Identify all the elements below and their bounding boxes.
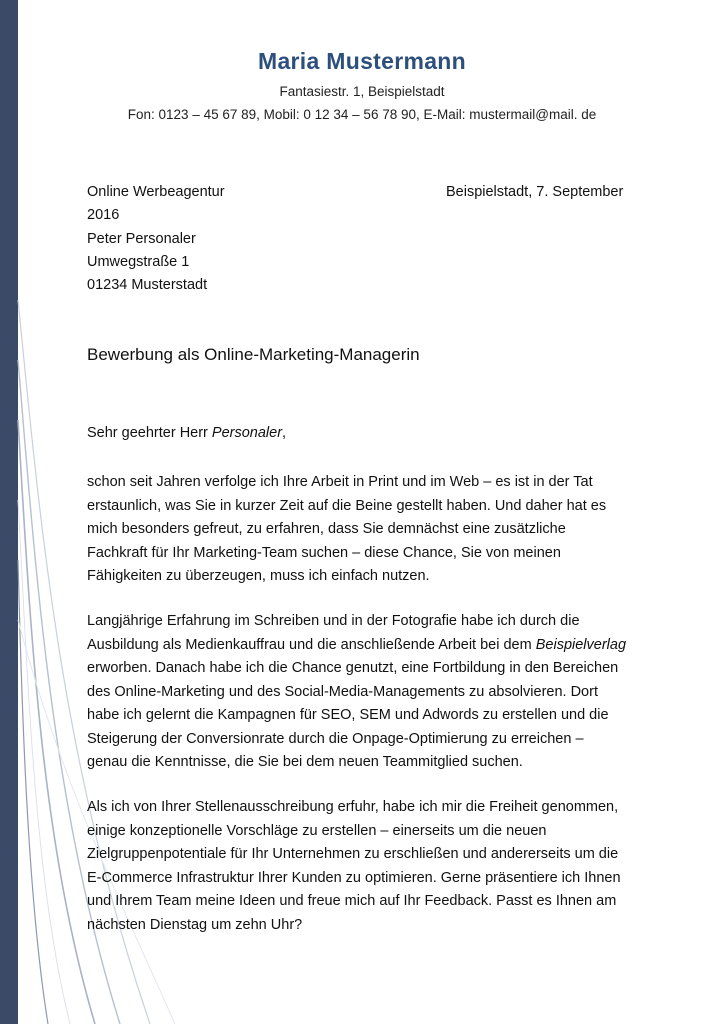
letter-subject: Bewerbung als Online-Marketing-Managerin [87, 345, 420, 364]
salutation-name: Personaler [211, 425, 283, 441]
paragraph-line: Langjährige Erfahrung im Schreiben und in der Fotografie habe ich durch die [87, 613, 580, 629]
paragraph-line: schon seit Jahren verfolge ich Ihre Arbeit in Print und im Web – es ist in der Tat [87, 474, 593, 490]
sidebar-accent-bar [0, 0, 18, 1024]
paragraph-line: nächsten Dienstag um zehn Uhr? [87, 916, 303, 933]
paragraph-line: des Online-Marketing und des Social-Media-Managements zu absolvieren. Dort [87, 683, 598, 700]
sender-contact: Fon: 0123 – 45 67 89, Mobil: 0 12 34 – 56 78 90, E-Mail: mustermail@mail. de [127, 107, 597, 122]
recipient-line: 2016 [87, 207, 120, 224]
paragraph-line: Fähigkeiten zu überzeugen, muss ich einfach nutzen. [87, 568, 430, 584]
salutation [87, 425, 286, 441]
paragraph-line: habe ich gelernt die Kampagnen für SEO, SEM und Adwords zu erstellen und die [87, 707, 609, 723]
paragraph-line: erworben. Danach habe ich die Chance genutzt, eine Fortbildung in den Bereichen [87, 660, 619, 676]
salutation-prefix: Sehr geehrter Herr [87, 425, 212, 441]
paragraph-line: Zielgruppenpotentiale für Ihr Unternehmen zu erschließen und andererseits um die [87, 846, 619, 862]
paragraph-line: Als ich von Ihrer Stellenausschreibung erfuhr, habe ich mir die Freiheit genommen, [87, 799, 619, 815]
sender-address: Fantasiestr. 1, Beispielstadt [279, 84, 445, 99]
recipient-block [87, 181, 225, 297]
paragraph-1 [87, 471, 606, 589]
salutation-suffix: , [282, 425, 287, 441]
sender-name: Maria Mustermann [257, 48, 466, 74]
paragraph-2 [87, 610, 626, 775]
paragraph-line: und Ihrem Team meine Ideen und freue mich auf Ihr Feedback. Passt es Ihnen am [87, 893, 617, 909]
paragraph-line-text: Ausbildung als Medienkauffrau und die anschließende Arbeit bei dem [87, 636, 536, 653]
paragraph-line: Fachkraft für Ihr Marketing-Team suchen – diese Chance, Sie von meinen [87, 544, 561, 561]
recipient-line: Umwegstraße 1 [87, 253, 190, 270]
paragraph-line: erstaunlich, was Sie in kurzer Zeit auf die Beine gestellt haben. Und daher hat es [87, 497, 607, 514]
recipient-line: Online Werbeagentur [87, 184, 225, 200]
paragraph-line: Steigerung der Conversionrate durch die Onpage-Optimierung zu erreichen – [87, 730, 584, 747]
company-name-italic: Beispielverlag [535, 636, 627, 653]
paragraph-line: E-Commerce Infrastruktur Ihrer Kunden zu optimieren. Gerne präsentiere ich Ihnen [87, 869, 621, 886]
paragraph-line: einige konzeptionelle Vorschläge zu erstellen – einerseits um die neuen [87, 822, 547, 839]
recipient-line: 01234 Musterstadt [87, 277, 208, 294]
recipient-line: Peter Personaler [87, 230, 196, 247]
paragraph-line: genau die Kenntnisse, die Sie bei dem neuen Teammitglied suchen. [87, 754, 523, 770]
paragraph-line [87, 634, 626, 658]
paragraph-3 [87, 796, 621, 937]
paragraph-line: mich besonders gefreut, zu erfahren, dass Sie demnächst eine zusätzliche [87, 521, 566, 537]
letter-date: Beispielstadt, 7. September [446, 184, 624, 200]
